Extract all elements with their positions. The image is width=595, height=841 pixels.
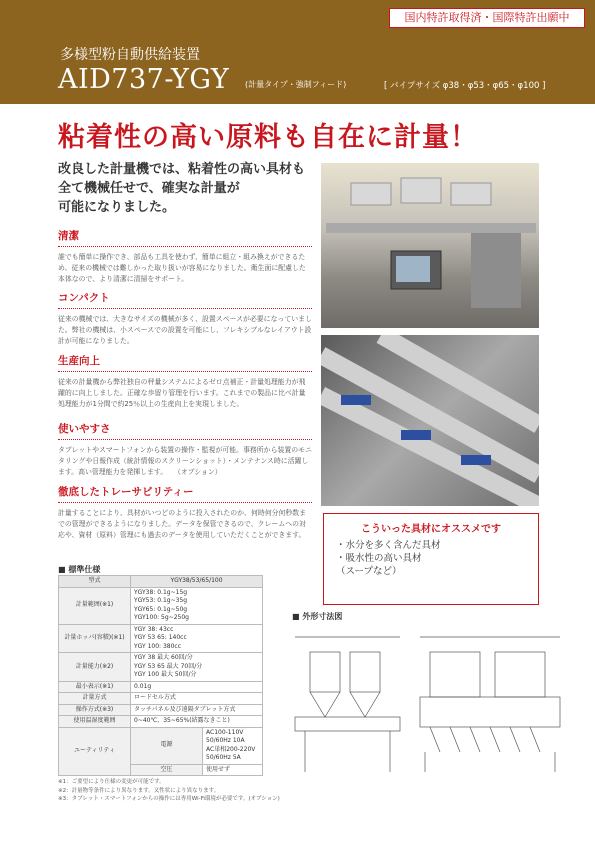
section-cleanliness <box>58 228 312 285</box>
spec-label: 計量能力(※2) <box>59 653 131 682</box>
spec-value: 使用せず <box>203 764 263 776</box>
spec-value: 0.01g <box>131 681 263 693</box>
spec-sublabel: 空圧 <box>131 764 203 776</box>
spec-label: 計量範囲(※1) <box>59 587 131 624</box>
section-body: 計量することにより、具材がいつどのように投入されたのか、何時何分何秒数までの管理ができるようになりました。データを保管できるので、クレームへの対応や、資材（原料）管理にも過去のデータを使用していただくことができます。 <box>58 509 307 539</box>
spec-label: 計量ホッパ(容積)(※1) <box>59 624 131 653</box>
section-body: 従来の機械では、大きなサイズの機械が多く、設置スペースが必要になっていました。弊社の機械は、小スペースでの設置を可能にし、フレキシブルなレイアウト設計が可能になりました。 <box>58 315 312 345</box>
recommend-list <box>324 539 538 578</box>
spec-value: YGY38: 0.1g~15g YGY53: 0.1g~35g YGY65: 0.1g~50g YGY100: 5g~250g <box>131 587 263 624</box>
lead-line: 全て機械任せで、確実な計量が <box>58 181 240 196</box>
spec-value: YGY 38: 43cc YGY 53 65: 140cc YGY 100: 380cc <box>131 624 263 653</box>
lead-line: 改良した計量機では、粘着性の高い具材も <box>58 162 306 177</box>
section-body: 従来の計量機から弊社独自の秤量システムによるゼロ点補正・計量処理能力が飛躍的に向上しました。正確な歩留り管理を行います。これまでの製品に比べ計量処理能力が1分間で約25％以上の生産向上を実現しました。 <box>58 378 306 408</box>
hopper-photo <box>321 335 539 506</box>
table-row <box>59 727 263 764</box>
list-item: ・水分を多く含んだ具材 <box>336 540 441 551</box>
product-title-note: (計量タイプ・強制フィード) <box>245 80 347 89</box>
pipe-sizes: [ パイプサイズ φ38・φ53・φ65・φ100 ] <box>384 81 546 91</box>
patent-badge: 国内特許取得済・国際特許出願中 <box>389 8 585 28</box>
spec-label: 計量方式 <box>59 693 131 705</box>
table-row <box>59 624 263 653</box>
list-item: （スープなど） <box>336 566 402 577</box>
note: ※1：ご要望により仕様の変更が可能です。 <box>58 779 165 785</box>
section-title: 徹底したトレーサビリティー <box>58 484 312 503</box>
table-row <box>59 704 263 716</box>
spec-value: AC100-110V 50/60Hz 10A AC単相200-220V 50/60Hz 5A <box>203 727 263 764</box>
table-row <box>59 681 263 693</box>
spec-notes <box>58 778 280 804</box>
spec-value: ロードセル方式 <box>131 693 263 705</box>
spec-value: タッチパネル及び遠隔タブレット方式 <box>131 704 263 716</box>
product-subtitle: 多様型粉自動供給装置 <box>60 47 200 63</box>
list-item: ・吸水性の高い具材 <box>336 553 422 564</box>
machine-photo-illustration <box>321 163 539 328</box>
section-traceability <box>58 484 312 541</box>
section-usability <box>58 421 312 478</box>
spec-label: 使用温湿度範囲 <box>59 716 131 728</box>
spec-label: 操作方式(※3) <box>59 704 131 716</box>
section-body: タブレットやスマートフォンから装置の操作・監視が可能。事務所から装置のモニタリングや日報作成（統計情報のスクリーンショット）・メンテナンス時に活躍します。高い管理能力を発揮します。 （オプション） <box>58 446 312 476</box>
lead-text <box>58 160 308 217</box>
spec-title: ■ 標準仕様 <box>58 565 101 574</box>
table-row <box>59 693 263 705</box>
section-title: 清潔 <box>58 228 312 247</box>
lead-line: 可能になりました。 <box>58 200 176 215</box>
section-body: 誰でも簡単に操作でき、部品も工具を使わず、簡単に組立・組み換えができるため、従来の機械では難しかった取り扱いが容易になりました。衛生面に配慮した本体なので、より清潔に清掃をサポート。 <box>58 253 306 283</box>
dimension-title: ■ 外形寸法図 <box>292 612 343 621</box>
headline: 粘着性の高い原料も自在に計量！ <box>58 122 478 153</box>
spec-value: 0~40℃、35~65%(結露なきこと) <box>131 716 263 728</box>
table-row <box>59 716 263 728</box>
recommend-title: こういった具材にオススメです <box>361 524 501 535</box>
note: ※3：タブレット・スマートフォンからの操作には専用Wi-Fi環境が必要です。(オプション) <box>58 796 280 802</box>
machine-photo <box>321 163 539 328</box>
product-title: AID737-YGY <box>58 64 230 95</box>
table-row <box>59 653 263 682</box>
spec-table <box>58 575 263 776</box>
section-productivity <box>58 353 312 410</box>
section-title: コンパクト <box>58 290 312 309</box>
spec-label: 最小表示(※1) <box>59 681 131 693</box>
spec-head-label: 型式 <box>59 576 131 588</box>
header-band <box>0 0 595 104</box>
recommend-box <box>323 513 539 605</box>
hopper-photo-illustration <box>321 335 539 506</box>
spec-label: ユーティリティ <box>59 727 131 776</box>
section-compact <box>58 290 312 347</box>
section-title: 使いやすさ <box>58 421 312 440</box>
table-row <box>59 587 263 624</box>
spec-head-value: YGY38/53/65/100 <box>131 576 263 588</box>
dimension-drawing <box>290 622 585 787</box>
table-row <box>59 576 263 588</box>
section-title: 生産向上 <box>58 353 312 372</box>
spec-sublabel: 電源 <box>131 727 203 764</box>
spec-value: YGY 38 最大 60回/分 YGY 53 65 最大 70回/分 YGY 100 最大 50回/分 <box>131 653 263 682</box>
note: ※2：計量物等条件により異なります。又性状により異なります。 <box>58 787 220 794</box>
